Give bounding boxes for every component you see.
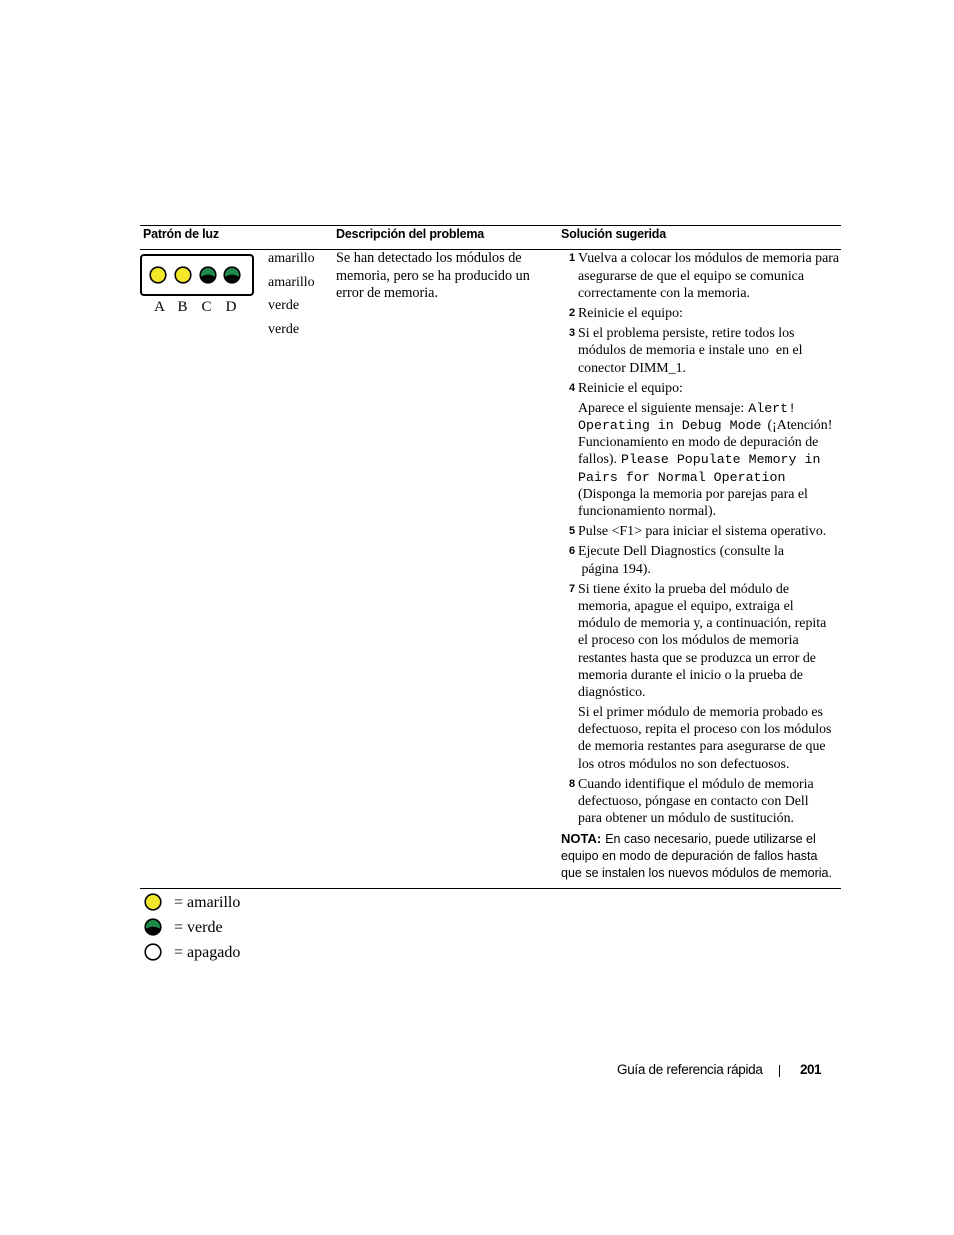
- step-number: 8: [569, 777, 576, 790]
- translation-1-start: (¡Atención!: [767, 418, 833, 434]
- message-line: [578, 417, 846, 434]
- green-light-icon: [143, 917, 163, 937]
- header-solution: Solución sugerida: [561, 227, 666, 241]
- light-a-yellow-icon: [150, 267, 166, 283]
- step-text-line: el proceso con los módulos de memoria: [578, 633, 799, 649]
- light-d-green-icon: [224, 267, 240, 283]
- code-populate-1: Please Populate Memory in: [620, 452, 821, 468]
- step-text-line: conector DIMM_1.: [578, 360, 687, 376]
- note-text: En caso necesario, puede utilizarse el: [605, 832, 816, 847]
- solution-step-6: [561, 543, 846, 577]
- yellow-light-icon: [143, 892, 163, 912]
- followup-line: de memoria restantes para asegurarse de que: [578, 739, 826, 755]
- legend-label: = verde: [174, 919, 223, 936]
- description-line: Se han detectado los módulos de: [336, 250, 522, 267]
- light-b-yellow-icon: [175, 267, 191, 283]
- step-text-line: para obtener un módulo de sustitución.: [578, 811, 795, 827]
- step-text-line: Ejecute Dell Diagnostics (consulte la: [578, 544, 784, 560]
- description-line: memoria, pero se ha producido un: [336, 267, 530, 284]
- note-label: NOTA:: [561, 831, 602, 847]
- translation-1-end: fallos).: [578, 452, 617, 468]
- problem-description: [336, 250, 530, 303]
- message-line: Funcionamiento en modo de depuración de: [578, 435, 819, 451]
- step-text-line: memoria durante el inicio o la prueba de: [578, 667, 803, 683]
- step-number: 1: [569, 252, 576, 265]
- step-text-line: correctamente con la memoria.: [578, 285, 750, 301]
- solution-step-4: [561, 380, 846, 397]
- message-line: [578, 400, 846, 417]
- legend-item-yellow: [143, 892, 343, 912]
- solution-step-1: [561, 250, 846, 302]
- message-line: [578, 451, 846, 468]
- solution-step-5: [561, 523, 846, 540]
- solution-step-2: [561, 305, 846, 322]
- code-alert: Alert!: [748, 400, 797, 416]
- step-text-line: defectuoso, póngase en contacto con Dell: [578, 794, 809, 810]
- footer-title: Guía de referencia rápida: [617, 1062, 763, 1077]
- step-number: 3: [569, 327, 576, 340]
- page-number: 201: [800, 1062, 822, 1077]
- message-intro: Aparece el siguiente mensaje:: [578, 400, 745, 416]
- light-label-b: B: [177, 299, 188, 315]
- legend-label: = apagado: [174, 944, 241, 961]
- light-state-d: verde: [268, 322, 300, 337]
- light-state-a: amarillo: [268, 251, 315, 266]
- light-label-a: A: [154, 299, 165, 315]
- table-top-rule: [140, 225, 841, 226]
- step-number: 6: [569, 545, 576, 558]
- message-line: (Disponga la memoria por parejas para el: [578, 486, 808, 502]
- light-label-d: D: [225, 299, 237, 315]
- code-populate-2: Pairs for Normal Operation: [578, 469, 786, 485]
- step-text-line: diagnóstico.: [578, 684, 646, 700]
- step-number: 4: [569, 381, 576, 394]
- table-bottom-rule: [140, 888, 841, 889]
- legend-item-green: [143, 917, 343, 937]
- solution-step-3: [561, 325, 846, 377]
- light-c-green-icon: [200, 267, 216, 283]
- note-line: equipo en modo de depuración de fallos hasta: [561, 848, 818, 863]
- debug-message-paragraph: [561, 400, 846, 520]
- step-number: 2: [569, 306, 576, 319]
- step-text-line: Cuando identifique el módulo de memoria: [578, 776, 814, 792]
- suggested-solution: [561, 250, 846, 883]
- step-text-line: módulo de memoria y, a continuación, repita: [578, 616, 827, 632]
- legend-label: = amarillo: [174, 894, 241, 911]
- step-text-line: Reinicie el equipo:: [578, 380, 683, 396]
- header-pattern: Patrón de luz: [143, 227, 219, 241]
- header-description: Descripción del problema: [336, 227, 485, 241]
- followup-paragraph: [561, 704, 846, 773]
- light-pattern-panel: [140, 254, 254, 296]
- step-text-line: Vuelva a colocar los módulos de memoria para: [578, 251, 840, 267]
- light-state-b: amarillo: [268, 275, 315, 290]
- step-number: 7: [569, 582, 576, 595]
- step-text-line: Reinicie el equipo:: [578, 305, 683, 321]
- message-line: funcionamiento normal).: [578, 504, 717, 520]
- off-light-icon: [143, 942, 163, 962]
- step-text-line: Si tiene éxito la prueba del módulo de: [578, 581, 790, 597]
- followup-line: Si el primer módulo de memoria probado es: [578, 705, 823, 721]
- step-number: 5: [569, 525, 576, 538]
- step-text-line: asegurarse de que el equipo se comunica: [578, 268, 805, 284]
- description-line: error de memoria.: [336, 285, 439, 302]
- light-label-c: C: [201, 299, 212, 315]
- note-line: [561, 830, 846, 848]
- step-text-line: memoria, apague el equipo, extraiga el: [578, 598, 794, 614]
- note-block: [561, 830, 846, 883]
- footer-separator: [779, 1065, 780, 1077]
- followup-line: los otros módulos no son defectuosos.: [578, 756, 790, 772]
- code-debug-mode: Operating in Debug Mode: [578, 418, 762, 434]
- step-text-line: Pulse <F1> para iniciar el sistema operativo.: [578, 524, 827, 540]
- step-text-line: restantes hasta que se produzca un error de: [578, 650, 816, 666]
- note-line: que se instalen los nuevos módulos de memoria.: [561, 866, 832, 881]
- step-text-line: página 194).: [578, 561, 651, 577]
- followup-line: defectuoso, repita el proceso con los módulos: [578, 722, 832, 738]
- step-text-line: Si el problema persiste, retire todos los: [578, 326, 795, 342]
- light-state-c: verde: [268, 298, 300, 313]
- solution-step-8: [561, 776, 846, 828]
- solution-step-7: [561, 581, 846, 701]
- step-text-line: módulos de memoria e instale uno en el: [578, 343, 803, 359]
- legend-item-off: [143, 942, 343, 962]
